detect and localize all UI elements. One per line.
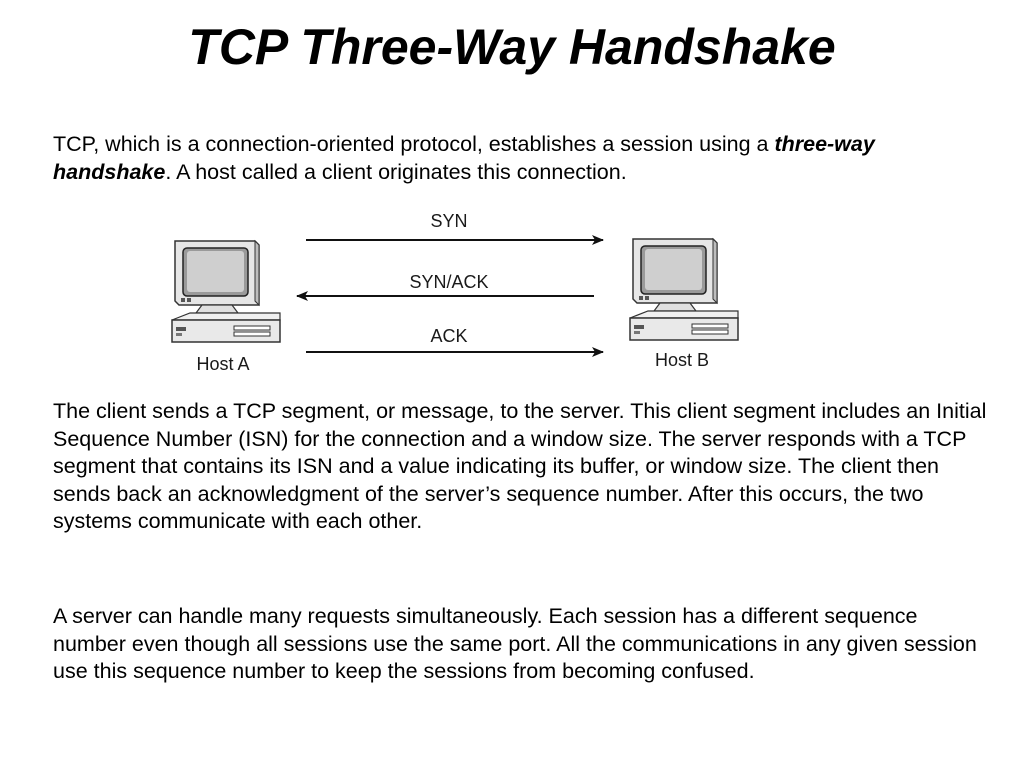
intro-emphasis: three-way handshake (53, 132, 875, 184)
slide-title: TCP Three-Way Handshake (188, 19, 836, 75)
syn-label: SYN (430, 211, 468, 231)
intro-text-start: TCP, which is a connection-oriented protocol, establishes a session using a (53, 132, 775, 156)
intro-paragraph (53, 131, 993, 186)
host-a-label: Host A (196, 354, 250, 374)
ack-label: ACK (430, 326, 468, 346)
host-a-computer-icon (172, 241, 280, 342)
sessions-paragraph: A server can handle many requests simultaneously. Each session has a different sequence number even though all sessions use the same port. All the communications in any given session use this sequence number to keep the sessions from becoming confused. (53, 604, 977, 683)
host-b-label: Host B (654, 350, 710, 370)
syn-ack-label: SYN/ACK (409, 272, 489, 292)
host-b-computer-icon (630, 239, 738, 340)
intro-text-end: . A host called a client originates this connection. (165, 159, 627, 184)
handshake-explanation-paragraph: The client sends a TCP segment, or message, to the server. This client segment includes an Initial Sequence Number (ISN) for the connection and a window size. The server responds with a TCP segment that contains its ISN and a value indicating its buffer, or window size. The client then sends back an acknowledgment of the server’s sequence number. After this occurs, the two systems communicate with each other. (53, 399, 987, 533)
